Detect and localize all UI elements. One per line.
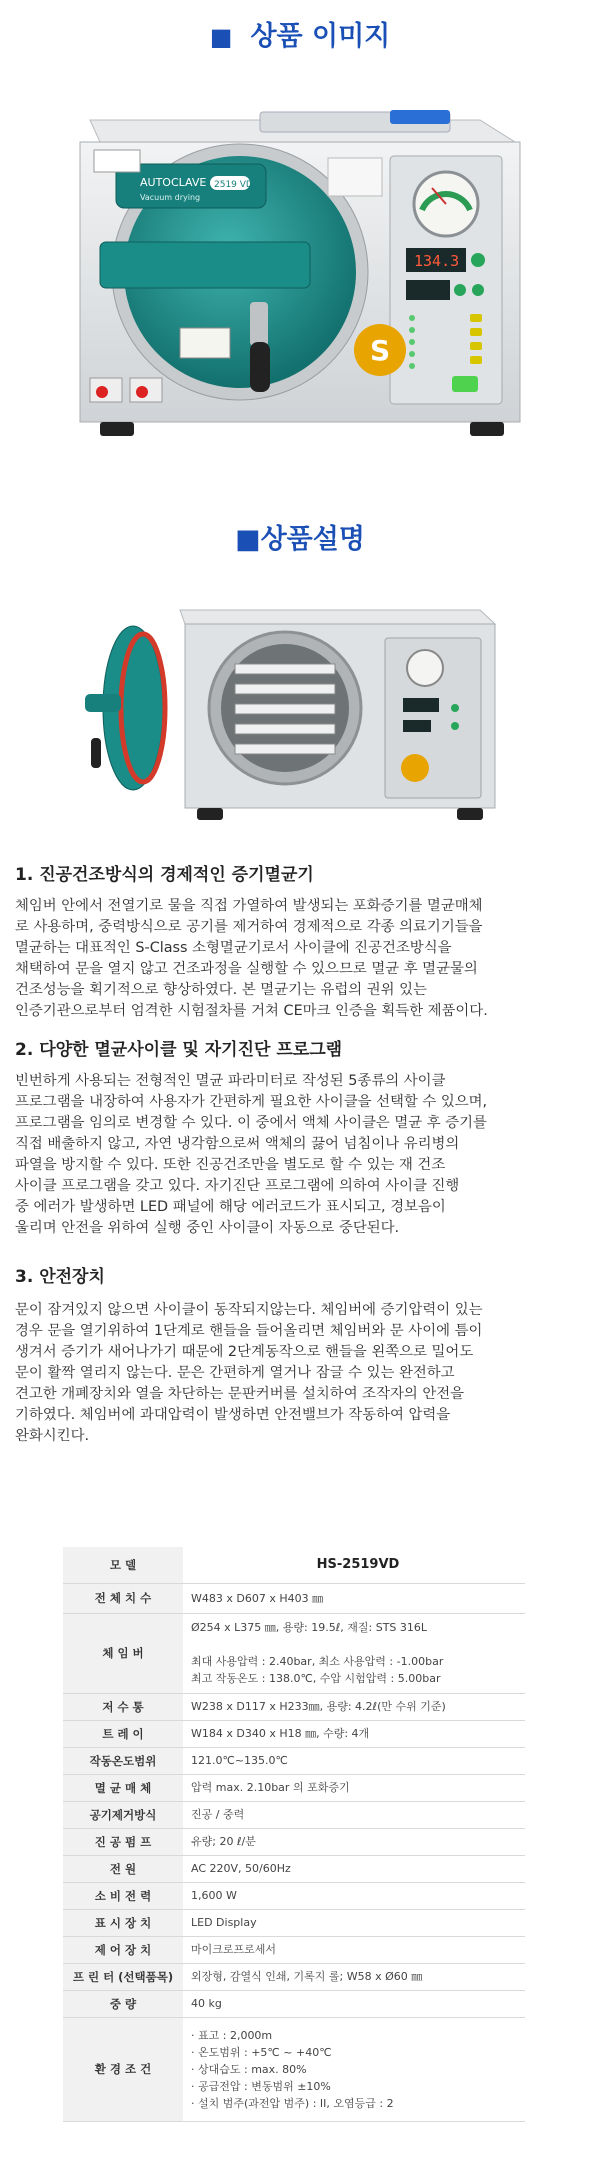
spec-table: [63, 1547, 525, 2122]
autoclave-open-door-photo: [85, 598, 515, 828]
spec-row: [63, 1855, 525, 1882]
spec-row: [63, 1747, 525, 1774]
spec-row: [63, 1583, 525, 1613]
spec-key: 작동온도범위: [63, 1747, 183, 1774]
svg-text:2519 VD: 2519 VD: [214, 180, 253, 190]
spec-value: W238 x D117 x H233㎜, 용량: 4.2ℓ(만 수위 기준): [183, 1693, 525, 1720]
spec-value: 40 kg: [183, 1990, 525, 2017]
spec-key: 프 린 터 (선택품목): [63, 1963, 183, 1990]
spec-value: [183, 1613, 525, 1693]
spec-key: 소 비 전 력: [63, 1882, 183, 1909]
temp-display-text: 134.3: [414, 252, 460, 270]
spec-value-line: Ø254 x L375 ㎜, 용량: 19.5ℓ, 재질: STS 316L: [191, 1621, 428, 1634]
square-bullet-icon: ■: [209, 23, 233, 51]
spec-value: HS-2519VD: [183, 1547, 525, 1583]
spec-value: 외장형, 감열식 인쇄, 기록지 롤; W58 x Ø60 ㎜: [183, 1963, 525, 1990]
product-description-heading: [0, 517, 600, 556]
spec-row: [63, 1990, 525, 2017]
spec-row: [63, 1774, 525, 1801]
spec-row: [63, 1882, 525, 1909]
spec-key: 공기제거방식: [63, 1801, 183, 1828]
spec-key: 제 어 장 치: [63, 1936, 183, 1963]
spec-value: 유량; 20 ℓ/분: [183, 1828, 525, 1855]
square-bullet-icon: ■: [235, 524, 261, 555]
section-2-title: 2. 다양한 멸균사이클 및 자기진단 프로그램: [15, 1040, 343, 1060]
spec-key: 저 수 통: [63, 1693, 183, 1720]
spec-key: 체 임 버: [63, 1613, 183, 1693]
section-3-body: 문이 잠겨있지 않으면 사이클이 동작되지않는다. 체임버에 증기압력이 있는 경우 문을 열기위하여 1단계로 핸들을 들어올리면 체임버와 문 사이에 틈이 생겨서 증기가 새어나가기 때문에 2단계동작으로 핸들을 왼쪽으로 밀어도 문이 활짝 열리지 않는다. 문은 간편하게 열거나 잠글 수 있는 완전하고 견고한 개폐장치와 열을 차단하는 문판커버를 설치하여 조작자의 안전을 기하였다. 체임버에 과대압력이 발생하면 안전밸브가 작동하여 압력을 완화시킨다.: [15, 1302, 483, 1444]
spec-value-line: 최대 사용압력 : 2.40bar, 최소 사용압력 : -1.00bar: [191, 1655, 444, 1668]
spec-value-line: [191, 1636, 525, 1653]
spec-row-model: [63, 1547, 525, 1583]
spec-value: W483 x D607 x H403 ㎜: [183, 1583, 525, 1613]
spec-key: 전 체 치 수: [63, 1583, 183, 1613]
spec-key: 전 원: [63, 1855, 183, 1882]
product-image-heading: [0, 14, 600, 53]
spec-value: 마이크로프로세서: [183, 1936, 525, 1963]
spec-value: 진공 / 중력: [183, 1801, 525, 1828]
section-3-title: 3. 안전장치: [15, 1267, 105, 1287]
spec-value-line: · 상대습도 : max. 80%: [191, 2062, 307, 2076]
spec-key: 트 레 이: [63, 1720, 183, 1747]
spec-key: 멸 균 매 체: [63, 1774, 183, 1801]
spec-key: 환 경 조 건: [63, 2017, 183, 2121]
spec-value: [183, 2017, 525, 2121]
spec-key: 중 량: [63, 1990, 183, 2017]
spec-row: [63, 2017, 525, 2121]
heading-text: 상품설명: [260, 524, 365, 555]
spec-key: 모 델: [63, 1547, 183, 1583]
section-1-body: 체임버 안에서 전열기로 물을 직접 가열하여 발생되는 포화증기를 멸균매체 로 사용하며, 중력방식으로 공기를 제거하여 경제적으로 각종 의료기기들을 멸균하는 대표적인 S-Class 소형멸균기로서 사이클에 진공건조방식을 채택하여 문을 열지 않고 건조과정을 실행할 수 있으므로 멸균 후 멸균물의 건조성능을 획기적으로 향상하였다. 본 멸균기는 유럽의 권위 있는 인증기관으로부터 엄격한 시험절차를 거쳐 CE마크 인증을 획득한 제품이다.: [15, 898, 488, 1019]
spec-value-line: · 온도범위 : +5℃ ~ +40℃: [191, 2045, 332, 2059]
spec-value-line: · 설치 범주(과전압 범주) : II, 오염등급 : 2: [191, 2096, 394, 2110]
autoclave-brand-text: AUTOCLAVE: [140, 176, 207, 189]
spec-value-line: · 공급전압 : 변동범위 ±10%: [191, 2079, 331, 2093]
section-1-title: 1. 진공건조방식의 경제적인 증기멸균기: [15, 865, 314, 885]
spec-row: [63, 1909, 525, 1936]
s-class-badge-text: S: [370, 334, 391, 367]
spec-value: AC 220V, 50/60Hz: [183, 1855, 525, 1882]
spec-value-line: · 표고 : 2,000m: [191, 2028, 273, 2042]
spec-value: 1,600 W: [183, 1882, 525, 1909]
spec-value: 121.0℃~135.0℃: [183, 1747, 525, 1774]
spec-row: [63, 1693, 525, 1720]
spec-key: 표 시 장 치: [63, 1909, 183, 1936]
spec-value: W184 x D340 x H18 ㎜, 수량: 4개: [183, 1720, 525, 1747]
spec-row: [63, 1720, 525, 1747]
spec-row: [63, 1801, 525, 1828]
spec-row: [63, 1936, 525, 1963]
spec-row: [63, 1613, 525, 1693]
spec-value-line: 최고 작동온도 : 138.0℃, 수압 시험압력 : 5.00bar: [191, 1672, 441, 1685]
spec-key: 진 공 펌 프: [63, 1828, 183, 1855]
autoclave-front-photo: [60, 92, 540, 472]
heading-text: 상품 이미지: [250, 21, 391, 52]
section-2-body: 빈번하게 사용되는 전형적인 멸균 파라미터로 작성된 5종류의 사이클 프로그램을 내장하여 사용자가 간편하게 필요한 사이클을 선택할 수 있으며, 프로그램을 임의로 변경할 수 있다. 이 중에서 액체 사이클은 멸균 후 증기를 직접 배출하지 않고, 자연 냉각함으로써 액체의 끓어 넘침이나 유리병의 파열을 방지할 수 있다. 또한 진공건조만을 별도로 할 수 있는 재 건조 사이클 프로그램을 갖고 있다. 자기진단 프로그램에 의하여 사이클 진행 중 에러가 발생하면 LED 패널에 해당 에러코드가 표시되고, 경보음이 울리며 안전을 위하여 실행 중인 사이클이 자동으로 중단된다.: [15, 1073, 488, 1236]
svg-text:Vacuum drying: Vacuum drying: [140, 193, 201, 202]
spec-row: [63, 1963, 525, 1990]
spec-value: LED Display: [183, 1909, 525, 1936]
spec-row: [63, 1828, 525, 1855]
spec-value: 압력 max. 2.10bar 의 포화증기: [183, 1774, 525, 1801]
